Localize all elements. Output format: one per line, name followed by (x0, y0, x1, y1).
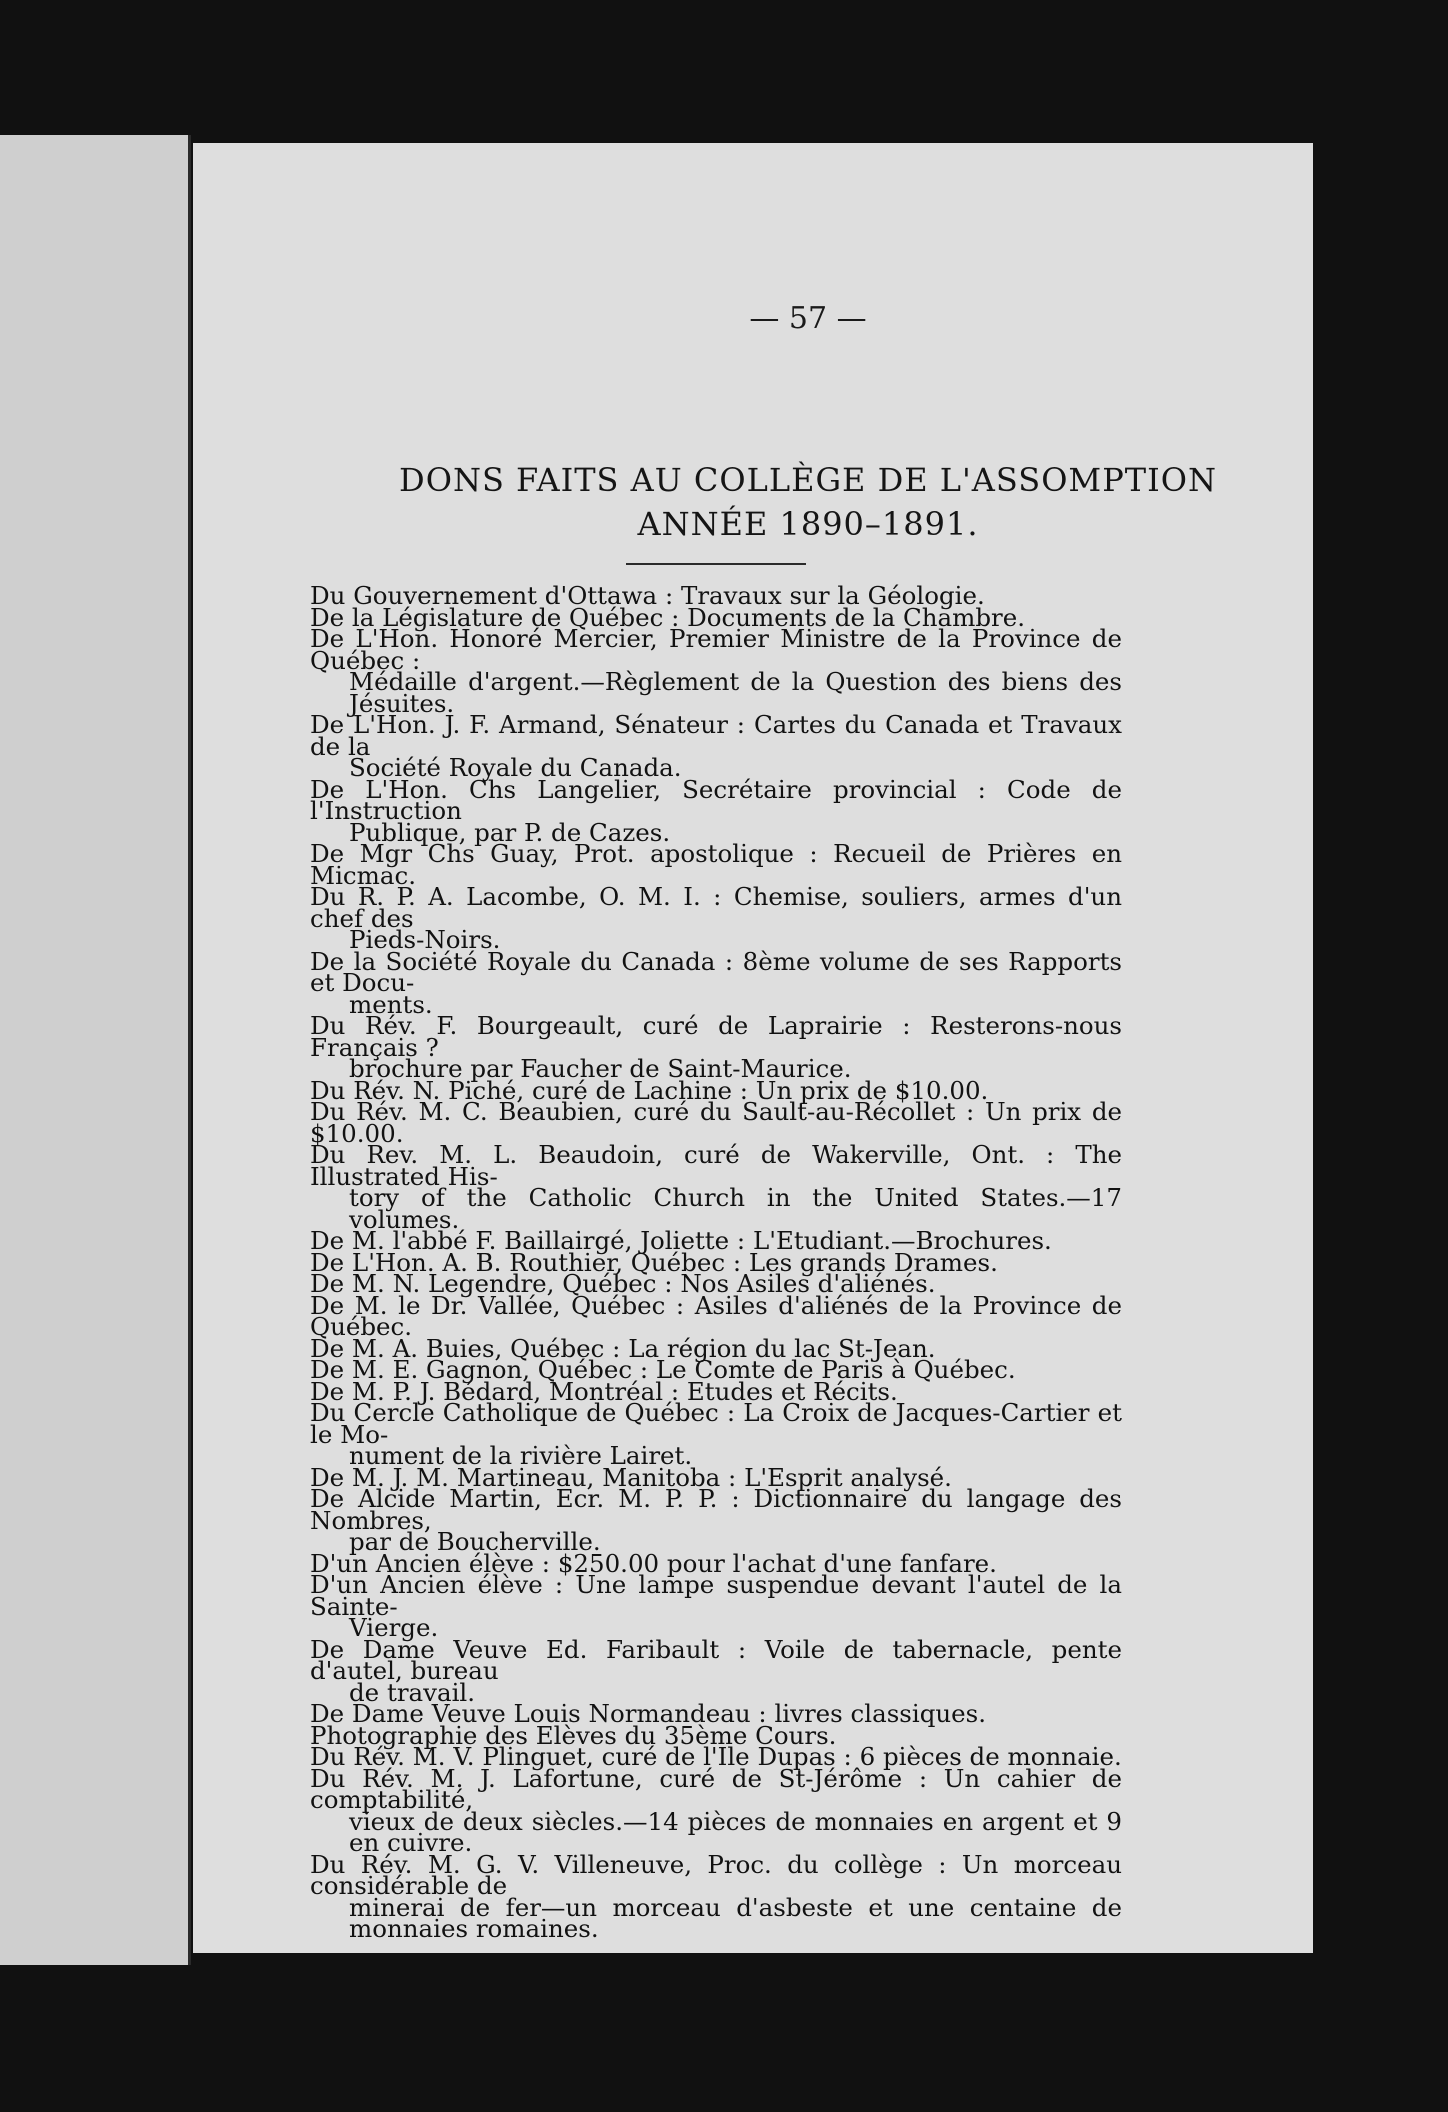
title-line-1: DONS FAITS AU COLLÈGE DE L'ASSOMPTION (399, 461, 1217, 499)
title-line-2: ANNÉE 1890–1891. (637, 505, 979, 543)
donation-entry-text: Du Rév. M. G. V. Villeneuve, Proc. du collège : Un morceau considérable de (310, 1849, 1122, 1900)
facing-page-edge (0, 135, 191, 1965)
donation-entry (310, 1398, 1122, 1470)
donation-entry-text: De M. A. Buies, Québec : La région du lac St-Jean. (310, 1333, 936, 1363)
donation-entry-text: De M. P. J. Bédard, Montréal : Etudes et Récits. (310, 1376, 898, 1406)
donation-entry-continuation: vieux de deux siècles.—14 pièces de monnaies en argent et 9 en cuivre. (349, 1806, 1122, 1857)
donation-entry (310, 624, 1122, 718)
donation-entry-text: Du Gouvernement d'Ottawa : Travaux sur la Géologie. (310, 581, 985, 610)
donation-entry (310, 1570, 1122, 1642)
donation-entry-text: De la Législature de Québec : Documents de la Chambre. (310, 602, 1026, 632)
donation-entry (310, 1097, 1122, 1148)
donation-entry-text: Du Rév. F. Bourgeault, curé de Laprairie : Resterons-nous Français ? (310, 1011, 1122, 1062)
donation-entry-text: De M. N. Legendre, Québec : Nos Asiles d'aliénés. (310, 1269, 936, 1298)
donation-entry-text: D'un Ancien élève : Une lampe suspendue devant l'autel de la Sainte- (310, 1570, 1122, 1621)
donation-entry-text: De Dame Veuve Louis Normandeau : livres classiques. (310, 1699, 987, 1728)
page-number: — 57 — (749, 301, 867, 336)
donation-entry-continuation: de travail. (349, 1677, 476, 1707)
donation-entry-continuation: Pieds-Noirs. (349, 925, 501, 954)
donation-entry-text: De Mgr Chs Guay, Prot. apostolique : Recueil de Prières en Micmac. (310, 839, 1122, 890)
donation-entry-continuation: Médaille d'argent.—Règlement de la Question des biens des Jésuites. (349, 667, 1122, 718)
document-page (193, 143, 1313, 1953)
donation-entry-text: D'un Ancien élève : $250.00 pour l'achat d'une fanfare. (310, 1548, 997, 1578)
donation-entry-continuation: Vierge. (349, 1613, 439, 1642)
donation-entry-continuation: minerai de fer—un morceau d'asbeste et une centaine de monnaies romaines. (349, 1892, 1122, 1943)
donation-entry-text: De L'Hon. A. B. Routhier, Québec : Les grands Drames. (310, 1247, 998, 1277)
donation-entry (310, 1484, 1122, 1556)
donation-entry-text: De M. E. Gagnon, Québec : Le Comte de Paris à Québec. (310, 1355, 1016, 1384)
donation-entry-text: De Alcide Martin, Ecr. M. P. P. : Dictionnaire du langage des Nombres, (310, 1484, 1122, 1535)
donation-entry-text: De L'Hon. J. F. Armand, Sénateur : Cartes du Canada et Travaux de la (310, 710, 1122, 761)
donation-entry-text: Du Rev. M. L. Beaudoin, curé de Wakerville, Ont. : The Illustrated His- (310, 1140, 1122, 1191)
donation-entry-text: Du Cercle Catholique de Québec : La Croix de Jacques-Cartier et le Mo- (310, 1398, 1122, 1449)
donation-entry (310, 1849, 1122, 1943)
donation-entry-text: De M. J. M. Martineau, Manitoba : L'Esprit analysé. (310, 1462, 952, 1492)
donation-entry-continuation: brochure par Faucher de Saint-Maurice. (349, 1054, 852, 1083)
donation-entry-continuation: par de Boucherville. (349, 1527, 601, 1556)
donation-entry-text: De L'Hon. Chs Langelier, Secrétaire provincial : Code de l'Instruction (310, 774, 1122, 825)
donation-entry (310, 1763, 1122, 1857)
donation-entry (310, 946, 1122, 1019)
donation-entry-continuation: tory of the Catholic Church in the United States.—17 volumes. (349, 1183, 1122, 1234)
donation-entry-text: De M. le Dr. Vallée, Québec : Asiles d'aliénés de la Province de Québec. (310, 1290, 1122, 1341)
donation-entry-text: De L'Hon. Honoré Mercier, Premier Ministre de la Province de Québec : (310, 624, 1122, 675)
donation-entry (310, 774, 1122, 847)
donation-entry-text: De M. l'abbé F. Baillairgé, Joliette : L'Etudiant.—Brochures. (310, 1226, 1052, 1255)
donation-entry-text: De la Société Royale du Canada : 8ème volume de ses Rapports et Docu- (310, 946, 1122, 997)
donation-entry (310, 1011, 1122, 1083)
donation-entry-continuation: ments. (349, 989, 433, 1019)
donation-entry (310, 1140, 1122, 1234)
donations-list (310, 581, 1122, 1943)
title-divider (626, 563, 806, 565)
donation-entry-continuation: nument de la rivière Lairet. (349, 1441, 693, 1470)
donation-entry-text: Du Rév. M. V. Plinguet, curé de l'Ile Dupas : 6 pièces de monnaie. (310, 1742, 1122, 1771)
donation-entry (310, 1290, 1122, 1341)
donation-entry (310, 882, 1122, 954)
page-title (193, 458, 1313, 546)
donation-entry-continuation: Publique, par P. de Cazes. (349, 817, 671, 847)
donation-entry-text: Du Rév. M. C. Beaubien, curé du Sault-au-Récollet : Un prix de $10.00. (310, 1097, 1122, 1148)
donation-entry (310, 1634, 1122, 1707)
donation-entry-continuation: Société Royale du Canada. (349, 753, 682, 782)
donation-entry (310, 710, 1122, 782)
donation-entry-text: Du R. P. A. Lacombe, O. M. I. : Chemise, souliers, armes d'un chef des (310, 882, 1122, 933)
donation-entry-text: Photographie des Elèves du 35ème Cours. (310, 1720, 837, 1750)
donation-entry-text: Du Rév. M. J. Lafortune, curé de St-Jérôme : Un cahier de comptabilité, (310, 1763, 1122, 1814)
donation-entry (310, 839, 1122, 890)
donation-entry-text: De Dame Veuve Ed. Faribault : Voile de tabernacle, pente d'autel, bureau (310, 1634, 1122, 1685)
donation-entry-text: Du Rév. N. Piché, curé de Lachine : Un prix de $10.00. (310, 1075, 989, 1105)
